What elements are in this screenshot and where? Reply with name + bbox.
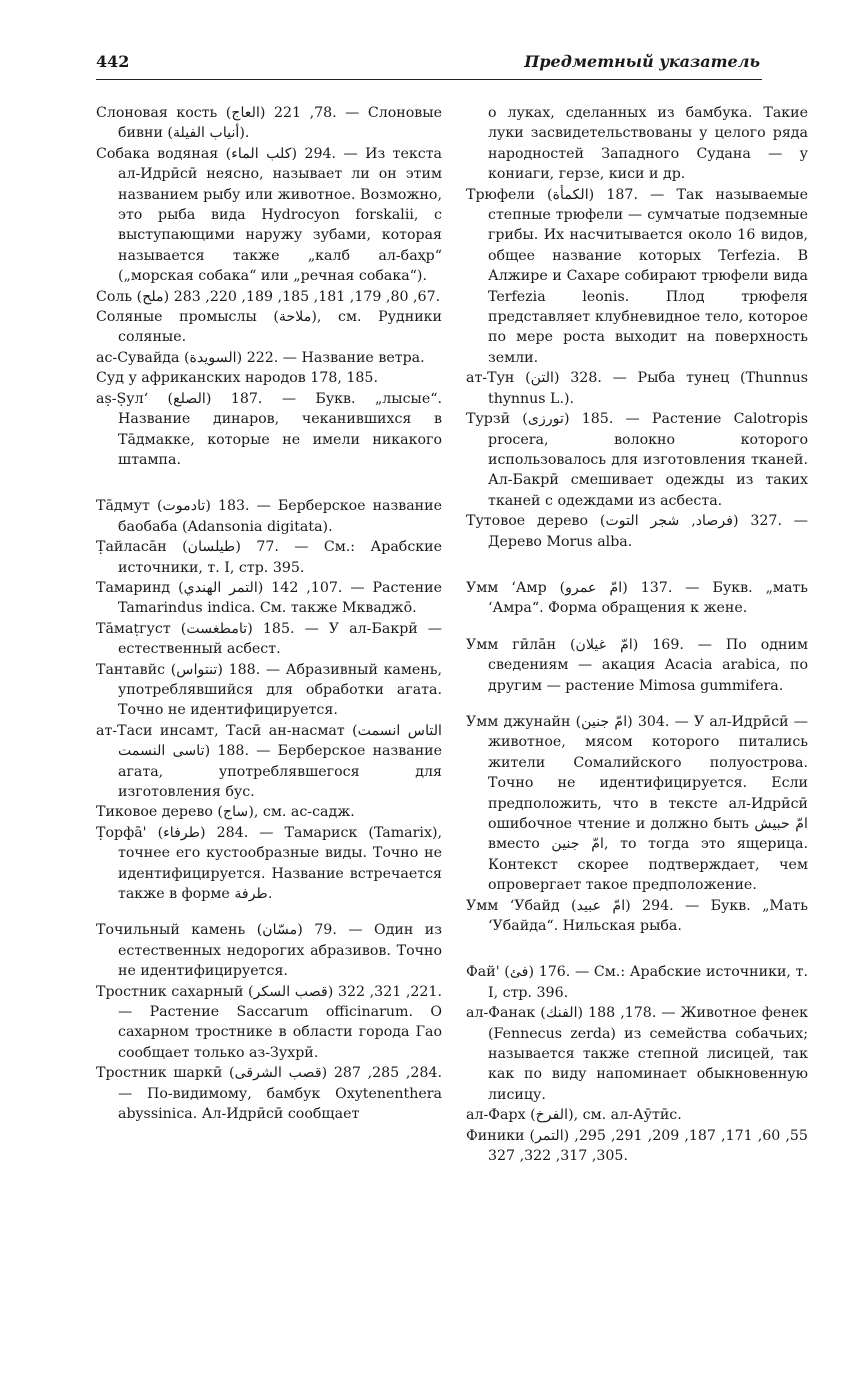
right-column xyxy=(466,103,808,1167)
index-entry: Тāдмут (تادموت) 183. — Берберское название баобаба (Adansonia digitata). xyxy=(96,498,442,535)
entry-gap xyxy=(466,619,808,635)
running-title: Предметный указатель xyxy=(524,52,760,71)
index-entry: ас-Сувайда (السويدة) 222. — Название ветра. xyxy=(96,349,425,366)
index-entry: Соль (ملح) 67, 80, 179, 181, 185, 189, 220, 283. xyxy=(96,288,441,305)
index-entry: ат-Тун (التن) 328. — Рыба тунец (Thunnus thynnus L.). xyxy=(466,370,808,407)
letter-gap xyxy=(96,470,442,496)
letter-gap xyxy=(466,552,808,578)
index-entry: Умм джунайн (امّ جنين) 304. — У ал-Идрӣсӣ — животное, мясом которого питались жители Сомалийского полуострова. Точно не идентифицируется. Если предположить, что в тексте ал-Идрӣсӣ ошибочное чтение и должно быть امّ حبيش вместо امّ جنين, то тогда это ящерица. Контекст скорее подтверждает, чем опровергает такое предположение. xyxy=(466,713,809,894)
index-entry: Умм ʻАмр (امّ عمرو) 137. — Букв. „мать ʻАмра“. Форма обращения к жене. xyxy=(466,579,808,617)
index-entry: Трюфели (الكمأة) 187. — Так называемые степные трюфели — сумчатые подземные грибы. Их насчитывается около 16 видов, общее название которых Terfezia. В Алжире и Сахаре собирают трюфели вида Terfezia leonis. Плод трюфеля представляет клубневидное тело, которое по мере роста выходит на поверхность земли. xyxy=(466,186,808,366)
index-entry: Тамаринд (التمر الهندي) 107, 142. — Растение Tamarindus indica. См. также Мкваджō. xyxy=(96,579,442,617)
page-number: 442 xyxy=(96,52,130,71)
index-entry: ат-Таси инсамт, Тасӣ ан-насмат (التاس انسمت تاسى النسمت) 188. — Берберское название агата, употреблявшегося для изготовления бус. xyxy=(96,722,442,800)
index-entry: Ṭорфā' (طرفاء) 284. — Тамариск (Tamarix), точнее его кустообразные виды. Точно не идентифицируется. Название встречается также в форме طرفة. xyxy=(96,824,442,903)
entry-gap xyxy=(96,904,442,920)
index-entry: Умм ʻУбайд (امّ عبيد) 294. — Букв. „Мать ʻУбайда“. Нильская рыба. xyxy=(466,897,808,935)
index-entry: ал-Фарх (الفرخ), см. ал-Аӯтӣс. xyxy=(466,1107,682,1124)
index-entry: Ṭайласāн (طيلسان) 77. — См.: Арабские источники, т. I, стр. 395. xyxy=(96,539,443,576)
left-column xyxy=(96,103,442,1125)
index-entry: Тутовое дерево (فرصاد, شجر التوت) 327. — Дерево Morus alba. xyxy=(466,513,808,550)
index-entry: ал-Фанак (الفنك) 178, 188. — Животное фенек (Fennecus zerda) из семейства собачьих; называется также степной лисицей, так как по виду напоминает обыкновенную лисицу. xyxy=(466,1005,808,1103)
index-entry: Тростник сахарный (قصب السكر) 221, 321, 322. — Растение Saccarum officinarum. О сахарном тростнике в области города Гао сообщает только аз-Зухрӣ. xyxy=(96,983,442,1061)
entry-gap xyxy=(466,696,808,712)
index-entry: Турзӣ (تورزى) 185. — Растение Calotropis procera, волокно которого использовалось для изготовления тканей. Ал-Бакрӣ смешивает одежды из таких тканей с одеждами из асбеста. xyxy=(466,411,808,509)
page-header xyxy=(96,52,760,82)
index-entry: Собака водяная (كلب الماء) 294. — Из текста ал-Идрӣсӣ неясно, называет ли он этим названием рыбу или животное. Возможно, это рыба вида Hydrocyon forskalii, с выступающими наружу зубами, которая называется также „калб ал-баҳр“ („морская собака“ или „речная собака“). xyxy=(96,145,443,285)
index-entry: Соляные промыслы (ملاحة), см. Рудники соляные. xyxy=(96,309,442,346)
index-entry: аṣ-Ṣулʻ (الصلع) 187. — Букв. „лысые“. Название динаров, чеканившихся в Тāдмакке, которые не имели никакого штампа. xyxy=(96,390,443,468)
index-entry: Слоновая кость (العاج) 78, 221. — Слоновые бивни (أنياب الفيلة). xyxy=(96,105,442,142)
letter-gap xyxy=(466,936,808,962)
header-rule xyxy=(96,79,762,80)
index-entry: Суд у африканских народов 178, 185. xyxy=(96,370,378,387)
index-entry: Тиковое дерево (ساج), см. ас-садж. xyxy=(96,804,355,821)
index-entry: Тантавйс (تنتواس) 188. — Абразивный камень, употреблявшийся для обработки агата. Точно не идентифицируется. xyxy=(96,661,443,719)
index-entry: Фай' (فئ) 176. — См.: Арабские источники, т. I, стр. 396. xyxy=(466,964,808,1001)
index-entry-continuation: о луках, сделанных из бамбука. Такие луки засвидетельствованы у целого ряда народностей Западного Судана — у кониаги, герзе, киси и др. xyxy=(488,105,808,183)
index-entry: Финики (التمر) 55, 60, 171, 187, 209, 291, 295, 305, 317, 322, 327. xyxy=(466,1127,808,1165)
index-entry: Умм гӣлāн (امّ غيلان) 169. — По одним сведениям — акация Acacia arabica, по другим — растение Mimosa gummifera. xyxy=(466,636,808,694)
index-entry: Тāмаṭгуст (تامطغست) 185. — У ал-Бакрӣ — естественный асбест. xyxy=(96,620,442,658)
index-entry: Тростник шаркӣ (قصب الشرقى) 284, 285, 287. — По-видимому, бамбук Oxytenenthera abyssinica. Ал-Идрӣсӣ сообщает xyxy=(96,1065,442,1123)
index-entry: Точильный камень (مسّان) 79. — Один из естественных недорогих абразивов. Точно не идентифицируется. xyxy=(96,922,442,980)
